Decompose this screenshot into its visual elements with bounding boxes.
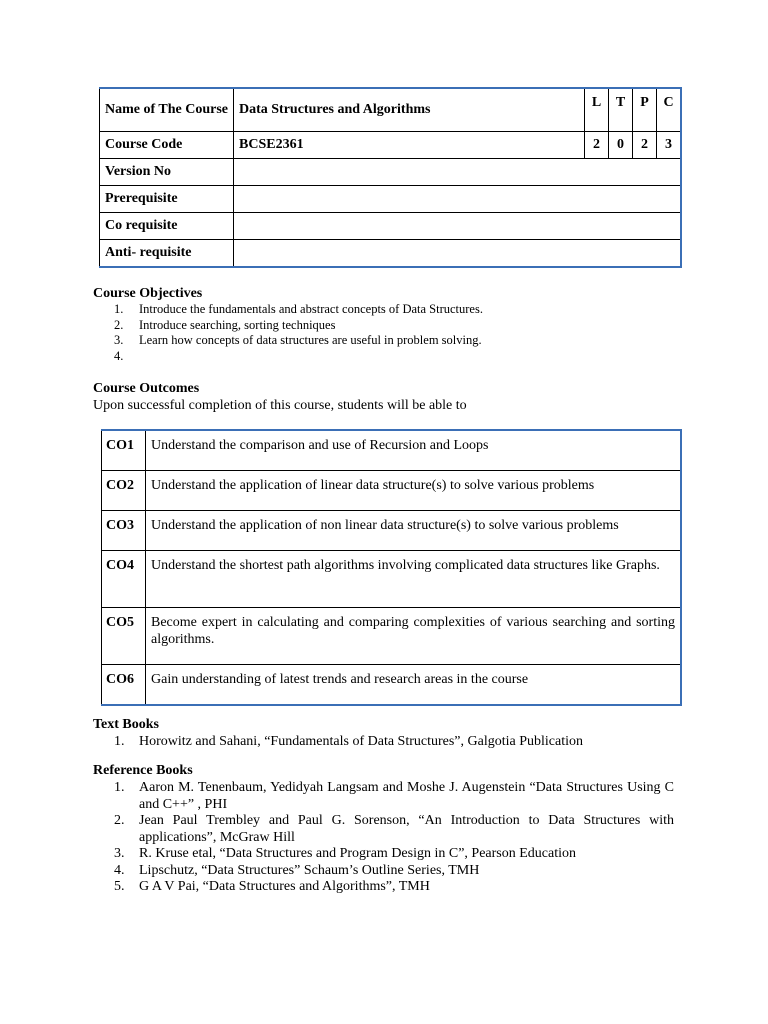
list-item-text: R. Kruse etal, “Data Structures and Program Design in C”, Pearson Education (139, 846, 577, 861)
outcome-text: Understand the comparison and use of Recursion and Loops (146, 430, 682, 471)
course-info-table (99, 87, 682, 268)
reference-books-list (114, 780, 674, 896)
list-item (114, 813, 674, 846)
list-item-number: 1. (114, 302, 124, 316)
list-item (114, 333, 659, 349)
ltpc-header-p: P (633, 88, 657, 132)
list-item-number: 4. (114, 862, 125, 878)
outcome-text: Become expert in calculating and comparing complexities of various searching and sorting algorithms. (146, 608, 682, 665)
list-item-text: Introduce searching, sorting techniques (139, 317, 336, 332)
outcome-code: CO4 (102, 551, 146, 608)
list-item-text: G A V Pai, “Data Structures and Algorithms”, TMH (139, 879, 430, 894)
list-item-text: Lipschutz, “Data Structures” Schaum’s Outline Series, TMH (139, 862, 480, 878)
list-item-number: 4. (114, 348, 124, 363)
table-row (102, 551, 682, 608)
outcome-text: Understand the application of linear data structure(s) to solve various problems (146, 471, 682, 511)
objectives-list (114, 302, 659, 364)
list-item (114, 302, 659, 318)
list-item-number: 3. (114, 333, 124, 347)
table-row (102, 430, 682, 471)
list-item-number: 5. (114, 879, 125, 894)
ltpc-header-c: C (657, 88, 682, 132)
course-code-row (100, 132, 682, 159)
antirequisite-label: Anti- requisite (100, 240, 234, 268)
antirequisite-value (234, 240, 682, 268)
course-name-label: Name of The Course (100, 88, 234, 132)
list-item (114, 780, 674, 813)
outcome-text: Understand the application of non linear data structure(s) to solve various problems (146, 511, 682, 551)
outcome-code: CO6 (102, 665, 146, 706)
outcome-code: CO2 (102, 471, 146, 511)
list-item-number: 1. (114, 734, 125, 749)
outcomes-table (101, 429, 682, 706)
list-item-number: 2. (114, 317, 124, 332)
version-row (100, 159, 682, 186)
list-item (114, 734, 674, 751)
table-row (102, 471, 682, 511)
table-row (102, 665, 682, 706)
outcome-text: Understand the shortest path algorithms involving complicated data structures like Graphs. (146, 551, 682, 608)
list-item-text: Aaron M. Tenenbaum, Yedidyah Langsam and Moshe J. Augenstein “Data Structures Using C and C++” , PHI (139, 780, 674, 812)
list-item (114, 879, 674, 896)
list-item (114, 318, 659, 334)
list-item-text: Learn how concepts of data structures are useful in problem solving. (139, 333, 482, 347)
ltpc-value-l: 2 (585, 132, 609, 159)
ltpc-header-t: T (609, 88, 633, 132)
list-item (114, 349, 659, 365)
list-item-number: 2. (114, 813, 125, 828)
course-code-label: Course Code (100, 132, 234, 159)
course-name-row (100, 88, 682, 132)
version-value (234, 159, 682, 186)
corequisite-value (234, 213, 682, 240)
ltpc-value-c: 3 (657, 132, 682, 159)
prerequisite-label: Prerequisite (100, 186, 234, 213)
ltpc-value-t: 0 (609, 132, 633, 159)
outcomes-heading: Course Outcomes (93, 381, 200, 396)
text-books-heading: Text Books (93, 717, 160, 732)
version-label: Version No (100, 159, 234, 186)
list-item-number: 3. (114, 846, 125, 861)
ltpc-header-l: L (585, 88, 609, 132)
course-name-value: Data Structures and Algorithms (234, 88, 585, 132)
ltpc-value-p: 2 (633, 132, 657, 159)
outcome-code: CO5 (102, 608, 146, 665)
antirequisite-row (100, 240, 682, 268)
course-code-value: BCSE2361 (234, 132, 585, 159)
corequisite-row (100, 213, 682, 240)
list-item-number: 1. (114, 780, 125, 795)
objectives-heading: Course Objectives (93, 286, 203, 301)
prerequisite-row (100, 186, 682, 213)
outcome-code: CO3 (102, 511, 146, 551)
outcomes-intro: Upon successful completion of this course, students will be able to (93, 398, 467, 413)
list-item-text: Horowitz and Sahani, “Fundamentals of Data Structures”, Galgotia Publication (139, 734, 584, 749)
outcome-text: Gain understanding of latest trends and research areas in the course (146, 665, 682, 706)
list-item-text: Jean Paul Trembley and Paul G. Sorenson, “An Introduction to Data Structures with applications”, McGraw Hill (139, 813, 674, 845)
corequisite-label: Co requisite (100, 213, 234, 240)
reference-books-heading: Reference Books (93, 763, 193, 778)
list-item (114, 863, 674, 880)
list-item-text: Introduce the fundamentals and abstract concepts of Data Structures. (139, 302, 483, 316)
outcome-code: CO1 (102, 430, 146, 471)
table-row (102, 608, 682, 665)
list-item (114, 846, 674, 863)
prerequisite-value (234, 186, 682, 213)
table-row (102, 511, 682, 551)
text-books-list (114, 734, 674, 751)
